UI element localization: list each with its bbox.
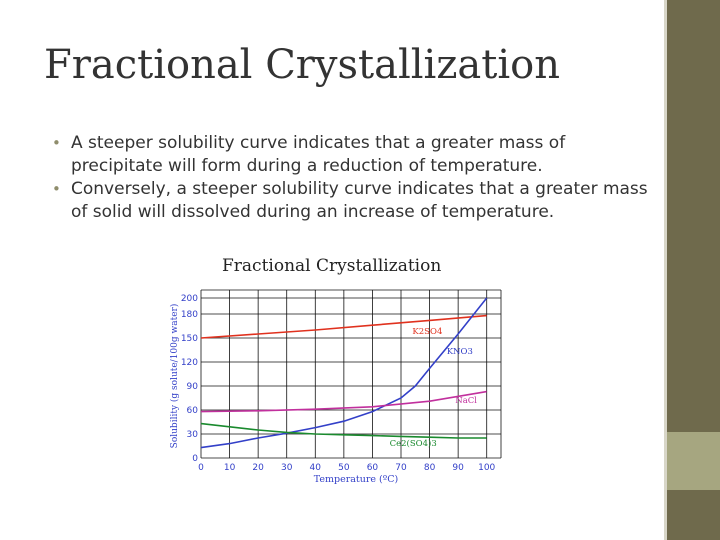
y-tick-label: 150 [180, 334, 198, 344]
y-tick-label: 30 [186, 430, 198, 440]
y-tick-label: 60 [186, 406, 198, 416]
y-tick-label: 200 [180, 294, 198, 304]
bullet-item [52, 178, 652, 224]
x-tick-label: 90 [452, 463, 464, 473]
y-tick-label: 120 [180, 358, 198, 368]
series-label-kno3: KNO3 [446, 346, 473, 357]
x-tick-label: 10 [223, 463, 236, 473]
x-tick-label: 30 [280, 463, 293, 473]
bullet-dot-icon: • [52, 134, 61, 152]
bullet-list [52, 132, 652, 224]
x-tick-label: 20 [252, 463, 264, 473]
bullet-item [52, 132, 652, 178]
x-tick-label: 50 [338, 463, 350, 473]
x-tick-label: 0 [198, 463, 204, 473]
y-axis-label: Solubility (g solute/100g water) [170, 303, 180, 449]
x-tick-label: 70 [395, 463, 407, 473]
x-tick-label: 60 [366, 463, 379, 473]
slide-title: Fractional Crystallization [44, 42, 560, 88]
bullet-dot-icon: • [52, 180, 61, 198]
x-tick-label: 40 [309, 463, 322, 473]
series-label-k2so4: K2SO4 [412, 326, 443, 337]
x-tick-label: 80 [423, 463, 436, 473]
series-label-ce2-so4-3: Ce2(SO4)3 [389, 439, 437, 450]
x-tick-label: 100 [478, 463, 496, 473]
bullet-text: Conversely, a steeper solubility curve indicates that a greater mass of solid will dissolved during an increase of temperature. [71, 179, 648, 222]
y-tick-label: 0 [192, 454, 198, 464]
y-tick-label: 90 [186, 382, 198, 392]
solubility-chart [165, 250, 508, 490]
x-axis-label: Temperature (ºC) [313, 474, 399, 485]
chart-title: Fractional Crystallization [222, 256, 442, 276]
bullet-text: A steeper solubility curve indicates that a greater mass of precipitate will form during a reduction of temperature. [71, 133, 566, 176]
chart-background [165, 250, 508, 490]
chart-svg [165, 250, 508, 490]
series-label-nacl: NaCl [455, 395, 478, 406]
y-tick-label: 180 [180, 310, 198, 320]
side-accent-block [667, 432, 720, 490]
